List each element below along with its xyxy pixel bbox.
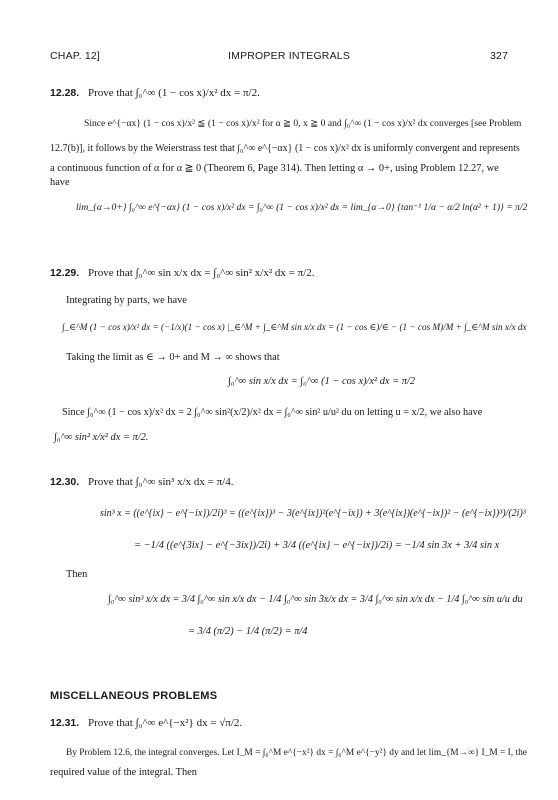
problem-statement: Prove that ∫₀^∞ e^{−x²} dx = √π/2. [87, 717, 243, 729]
body-line: Integrating by parts, we have [66, 295, 187, 306]
page-title: IMPROPER INTEGRALS [228, 50, 351, 62]
body-line: a continuous function of α for α ≧ 0 (Theorem 6, Page 314). Then letting α → 0+, using Problem 12.27, we [50, 163, 499, 174]
problem-statement: Prove that ∫₀^∞ (1 − cos x)/x² dx = π/2. [87, 87, 260, 99]
body-line: By Problem 12.6, the integral converges. Let I_M = ∫₀^M e^{−x²} dx = ∫₀^M e^{−y²} dy and let lim_{M→∞} I_M = I, the [66, 748, 527, 758]
display-equation: = −1/4 ((e^{3ix} − e^{−3ix})/2i) + 3/4 ((e^{ix} − e^{−ix})/2i) = −1/4 sin 3x + 3/4 sin x [134, 540, 500, 551]
chapter-label: CHAP. 12] [50, 50, 101, 62]
problem-number: 12.29. [50, 267, 80, 279]
body-line: Then [66, 569, 88, 580]
problem-statement: Prove that ∫₀^∞ sin x/x dx = ∫₀^∞ sin² x/x² dx = π/2. [87, 267, 315, 279]
problem-number: 12.31. [50, 717, 80, 729]
display-equation: ∫₀^∞ sin² x/x² dx = π/2. [54, 432, 149, 443]
problem-number: 12.30. [50, 476, 80, 488]
display-equation: ∫₀^∞ sin x/x dx = ∫₀^∞ (1 − cos x)/x² dx = π/2 [228, 376, 416, 387]
section-heading: MISCELLANEOUS PROBLEMS [50, 690, 218, 702]
body-line: Since e^{−αx} (1 − cos x)/x² ≦ (1 − cos x)/x² for α ≧ 0, x ≧ 0 and ∫₀^∞ (1 − cos x)/x² dx converges [see Problem [84, 118, 522, 129]
display-equation: sin³ x = ((e^{ix} − e^{−ix})/2i)³ = ((e^{ix})³ − 3(e^{ix})²(e^{−ix}) + 3(e^{ix})(e^{−ix})² − (e^{−ix})³)/(2i)³ [100, 508, 526, 519]
body-line: have [50, 177, 70, 188]
problem-statement: Prove that ∫₀^∞ sin³ x/x dx = π/4. [87, 476, 234, 488]
display-equation: ∫_∈^M (1 − cos x)/x² dx = (−1/x)(1 − cos x) |_∈^M + ∫_∈^M sin x/x dx = (1 − cos ∈)/∈ − (1 − cos M)/M + ∫_∈^M sin x/x dx [62, 322, 527, 332]
display-equation: ∫₀^∞ sin³ x/x dx = 3/4 ∫₀^∞ sin x/x dx − 1/4 ∫₀^∞ sin 3x/x dx = 3/4 ∫₀^∞ sin x/x dx − 1/4 ∫₀^∞ sin u/u du [108, 594, 523, 605]
problem-12-30 [50, 475, 233, 489]
problem-12-31 [50, 716, 242, 730]
display-equation: lim_{α→0+} ∫₀^∞ e^{−αx} (1 − cos x)/x² dx = ∫₀^∞ (1 − cos x)/x² dx = lim_{α→0} {tan⁻¹ 1/α − α/2 ln(α² + 1)} = π/2 [76, 202, 528, 213]
page-number: 327 [490, 50, 509, 62]
display-equation: = 3/4 (π/2) − 1/4 (π/2) = π/4 [188, 626, 308, 637]
problem-12-28 [50, 86, 260, 100]
problem-number: 12.28. [50, 87, 80, 99]
body-line: Taking the limit as ∈ → 0+ and M → ∞ shows that [66, 352, 280, 363]
body-line: 12.7(b)], it follows by the Weierstrass test that ∫₀^∞ e^{−αx} (1 − cos x)/x² dx is uniformly convergent and represents [50, 143, 520, 154]
body-line: required value of the integral. Then [50, 767, 197, 778]
body-line: Since ∫₀^∞ (1 − cos x)/x² dx = 2 ∫₀^∞ sin²(x/2)/x² dx = ∫₀^∞ sin² u/u² du on letting u = x/2, we also have [62, 407, 483, 418]
problem-12-29 [50, 266, 314, 280]
